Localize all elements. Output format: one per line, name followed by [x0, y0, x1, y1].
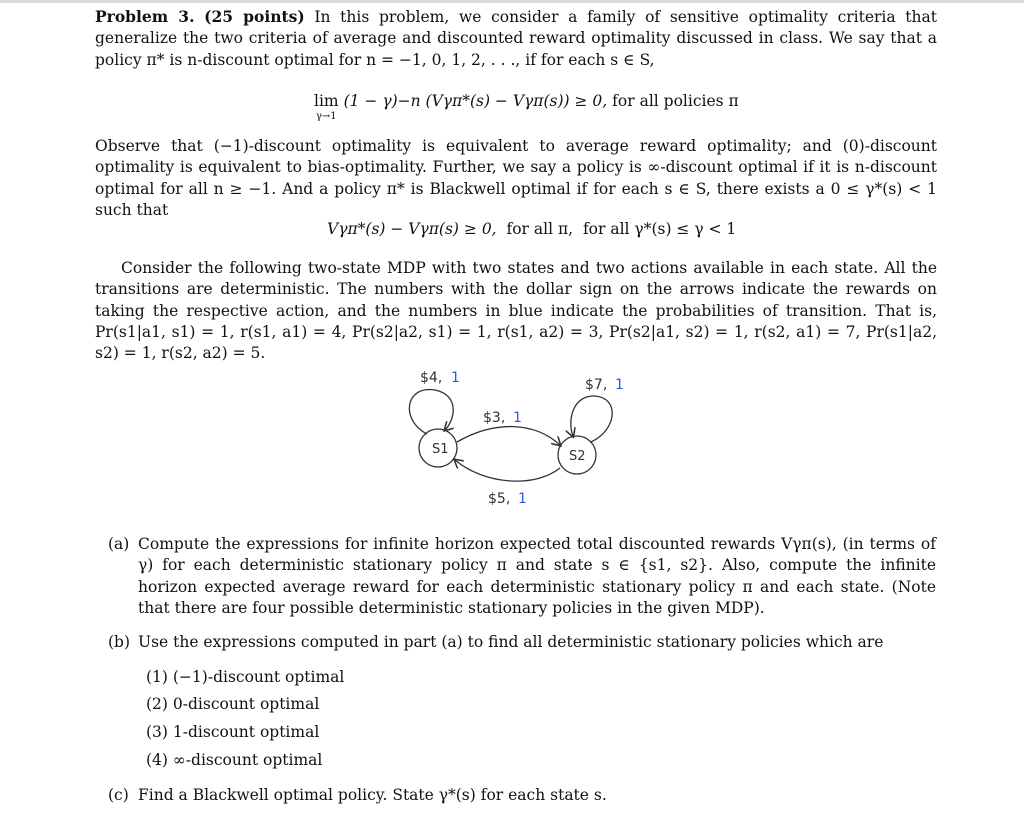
b-item-1: (1) (−1)-discount optimal — [146, 668, 345, 686]
question-a-text: Compute the expressions for infinite horizon expected total discounted rewards Vγπ(s), (in terms of γ) for each deterministic stationary policy π and state s ∈ {s1, s2}. Also, compute the infinite horizon expected average reward for each deterministic stationary policy π and each state. (Note that there are four possible deterministic stationary policies in the given MDP). — [138, 535, 936, 617]
top-border — [0, 0, 1024, 3]
b-item-2: (2) 0-discount optimal — [146, 695, 320, 713]
loop-s2-arrow — [571, 396, 612, 442]
question-b-label: (b) — [108, 633, 131, 651]
arrow-s1-to-s2 — [457, 427, 560, 445]
loop1-reward: $4, — [420, 370, 443, 386]
loop2-reward: $7, — [585, 377, 608, 393]
mdp-diagram — [395, 360, 645, 510]
question-b-text: Use the expressions computed in part (a) to find all deterministic stationary policies which are — [138, 633, 884, 651]
equation-n-discount — [314, 90, 739, 121]
problem-intro — [95, 6, 937, 71]
eq1-tail: for all policies π — [612, 92, 739, 110]
arrow-s2-to-s1 — [455, 460, 560, 481]
loop-s1-arrow — [409, 390, 453, 434]
eq2-tail2: for all γ*(s) ≤ γ < 1 — [582, 220, 737, 238]
eq2-body: Vγπ*(s) − Vγπ(s) ≥ 0, — [327, 220, 497, 238]
question-c-label: (c) — [108, 786, 129, 804]
b-item-3: (3) 1-discount optimal — [146, 723, 320, 741]
loop1-prob: 1 — [451, 370, 460, 386]
question-c — [108, 785, 936, 806]
eq1-body: (1 − γ)−n (Vγπ*(s) − Vγπ(s)) ≥ 0, — [343, 92, 608, 110]
loop2-prob: 1 — [615, 377, 624, 393]
question-c-text: Find a Blackwell optimal policy. State γ*(s) for each state s. — [138, 786, 607, 804]
top-prob: 1 — [513, 410, 522, 426]
question-a-label: (a) — [108, 535, 130, 553]
bottom-prob: 1 — [518, 491, 527, 507]
paragraph-optimality: Observe that (−1)-discount optimality is equivalent to average reward optimality; and (0)-discount optimality is equivalent to bias-optimality. Further, we say a policy is ∞-discount optimal if it is n-discount optimal for all n ≥ −1. And a policy π* is Blackwell optimal if for each s ∈ S, there exists a 0 ≤ γ*(s) < 1 such that — [95, 137, 937, 219]
bottom-reward: $5, — [488, 491, 511, 507]
eq2-tail1: for all π, — [506, 220, 574, 238]
equation-blackwell — [327, 218, 736, 240]
problem-heading: Problem 3. — [95, 7, 195, 26]
question-b — [108, 632, 936, 653]
problem-points: (25 points) — [204, 7, 305, 26]
limit-operator: lim γ→1 — [314, 92, 339, 122]
top-reward: $3, — [483, 410, 506, 426]
s2-label: S2 — [569, 449, 586, 464]
intro-text: In this problem, we consider a family of sensitive optimality criteria that generalize the two criteria of average and discounted reward optimality discussed in class. We say that a policy π* is n-discount optimal for n = −1, 0, 1, 2, . . ., if for each s ∈ S, — [95, 8, 937, 69]
b-item-4: (4) ∞-discount optimal — [146, 751, 323, 769]
question-a — [108, 534, 936, 619]
s1-label: S1 — [432, 442, 449, 457]
paragraph-mdp: Consider the following two-state MDP with two states and two actions available in each state. All the transitions are deterministic. The numbers with the dollar sign on the arrows indicate the rewards on taking the respective action, and the numbers in blue indicate the probabilities of transition. That is, Pr(s1|a1, s1) = 1, r(s1, a1) = 4, Pr(s2|a2, s1) = 1, r(s1, a2) = 3, Pr(s2|a1, s2) = 1, r(s2, a1) = 7, Pr(s1|a2, s2) = 1, r(s2, a2) = 5. — [95, 259, 937, 363]
